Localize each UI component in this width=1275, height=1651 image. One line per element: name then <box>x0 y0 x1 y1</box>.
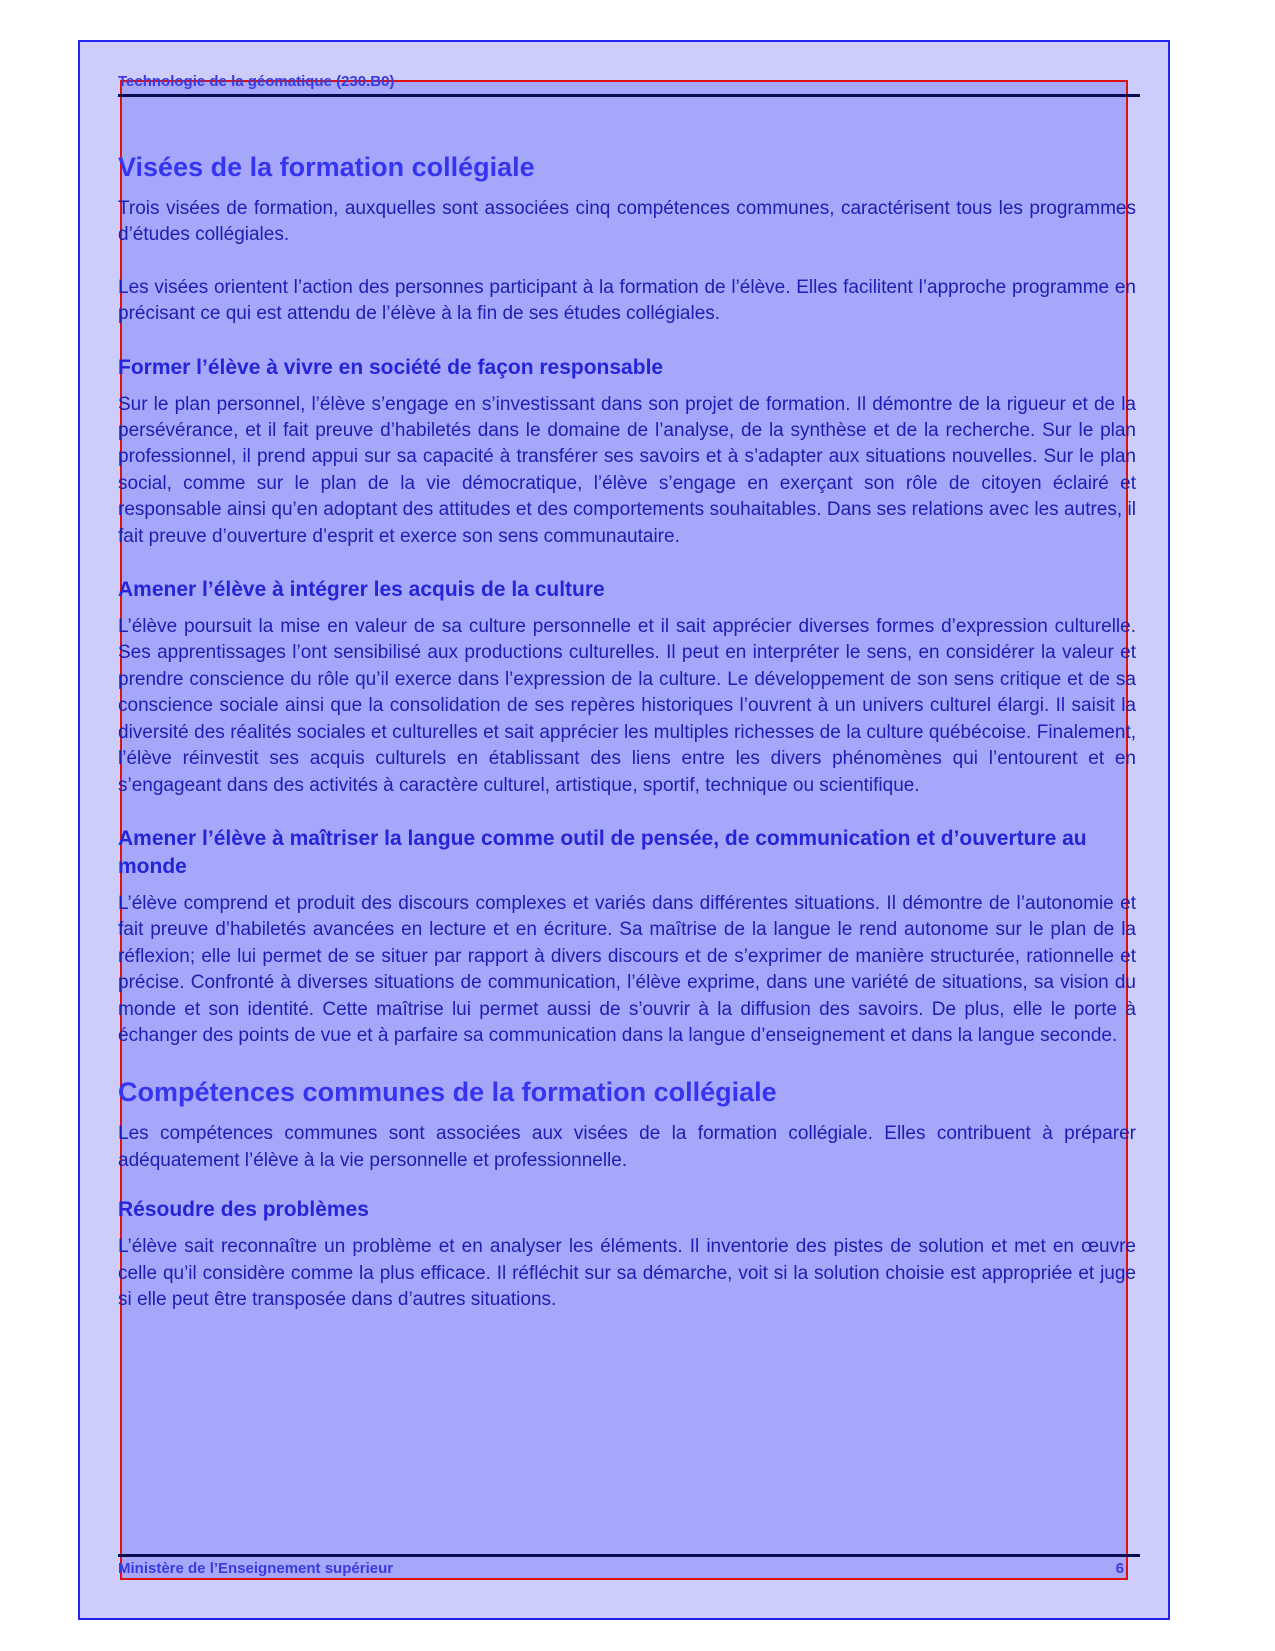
paragraph-resoudre-problemes: L’élève sait reconnaître un problème et en analyser les éléments. Il inventorie des pistes de solution et met en œuvre celle qu’il considère comme la plus efficace. Il réfléchit sur sa démarche, voit si la solution choisie est appropriée et juge si elle peut être transposée dans d’autres situations. <box>118 1236 1136 1310</box>
page-number: 6 <box>1115 1560 1124 1577</box>
header-rule <box>118 94 1140 97</box>
paragraph-maitriser-langue: L’élève comprend et produit des discours complexes et variés dans différentes situations. Il démontre de l’autonomie et fait preuve d’habiletés avancées en lecture et en écriture. Sa maîtrise de la langue le rend autonome sur le plan de la réflexion; elle lui permet de se situer par rapport à divers discours et de s’exprimer de manière structurée, rationnelle et précise. Confronté à diverses situations de communication, l’élève exprime, dans une variété de situations, sa vision du monde et son identité. Cette maîtrise lui permet aussi de s’ouvrir à la diffusion des savoirs. De plus, elle le porte à échanger des points de vue et à parfaire sa communication dans la langue d’enseignement et dans la langue seconde. <box>118 892 1136 1046</box>
document-body <box>118 150 1136 1339</box>
paragraph-visees-intro: Trois visées de formation, auxquelles sont associées cinq compétences communes, caractérisent tous les programmes d’études collégiales. <box>118 198 1136 246</box>
section-title-competences: Compétences communes de la formation collégiale <box>118 1077 777 1108</box>
subheading-acquis-culture: Amener l’élève à intégrer les acquis de la culture <box>118 578 605 602</box>
footer-ministry: Ministère de l’Enseignement supérieur <box>118 1560 394 1577</box>
paragraph-visees-orientent: Les visées orientent l’action des personnes participant à la formation de l’élève. Elles facilitent l’approche programme en précisant ce qui est attendu de l’élève à la fin de ses études collégiales. <box>118 276 1136 325</box>
running-footer <box>118 1560 1124 1578</box>
subheading-former-eleve: Former l’élève à vivre en société de façon responsable <box>118 355 664 379</box>
section-title-visees: Visées de la formation collégiale <box>118 152 535 182</box>
subheading-maitriser-langue: Amener l’élève à maîtriser la langue comme outil de pensée, de communication et d’ouverture au monde <box>118 826 1087 878</box>
footer-rule <box>118 1554 1140 1557</box>
paragraph-former-eleve: Sur le plan personnel, l’élève s’engage en s’investissant dans son projet de formation. Il démontre de la rigueur et de la persévérance, et il fait preuve d’habiletés dans le domaine de l’analyse, de la synthèse et de la recherche. Sur le plan professionnel, il prend appui sur sa capacité à transférer ses savoirs et à s’adapter aux situations nouvelles. Sur le plan social, comme sur le plan de la vie démocratique, l’élève s’engage en exerçant son rôle de citoyen éclairé et responsable ainsi qu’en adoptant des attitudes et des comportements souhaitables. Dans ses relations avec les autres, il fait preuve d’ouverture d’esprit et exerce son sens communautaire. <box>118 393 1136 547</box>
running-header: Technologie de la géomatique (230.B0) <box>118 73 395 90</box>
subheading-resoudre-problemes: Résoudre des problèmes <box>118 1198 369 1222</box>
paragraph-competences: Les compétences communes sont associées aux visées de la formation collégiale. Elles contribuent à préparer adéquatement l’élève à la vie personnelle et professionnelle. <box>118 1123 1136 1171</box>
paragraph-acquis-culture: L’élève poursuit la mise en valeur de sa culture personnelle et il sait apprécier diverses formes d’expression culturelle. Ses apprentissages l’ont sensibilisé aux productions culturelles. Il peut en interpréter le sens, en considérer la valeur et prendre conscience du rôle qu’il exerce dans l’expression de la culture. Le développement de son sens critique et de sa conscience sociale ainsi que la consolidation de ses repères historiques l’ouvrent à un univers culturel élargi. Il saisit la diversité des réalités sociales et culturelles et sait apprécier les multiples richesses de la culture québécoise. Finalement, l’élève réinvestit ses acquis culturels en établissant des liens entre les divers phénomènes qui l’entourent et en s’engageant dans des activités à caractère culturel, artistique, sportif, technique ou scientifique. <box>118 616 1136 796</box>
